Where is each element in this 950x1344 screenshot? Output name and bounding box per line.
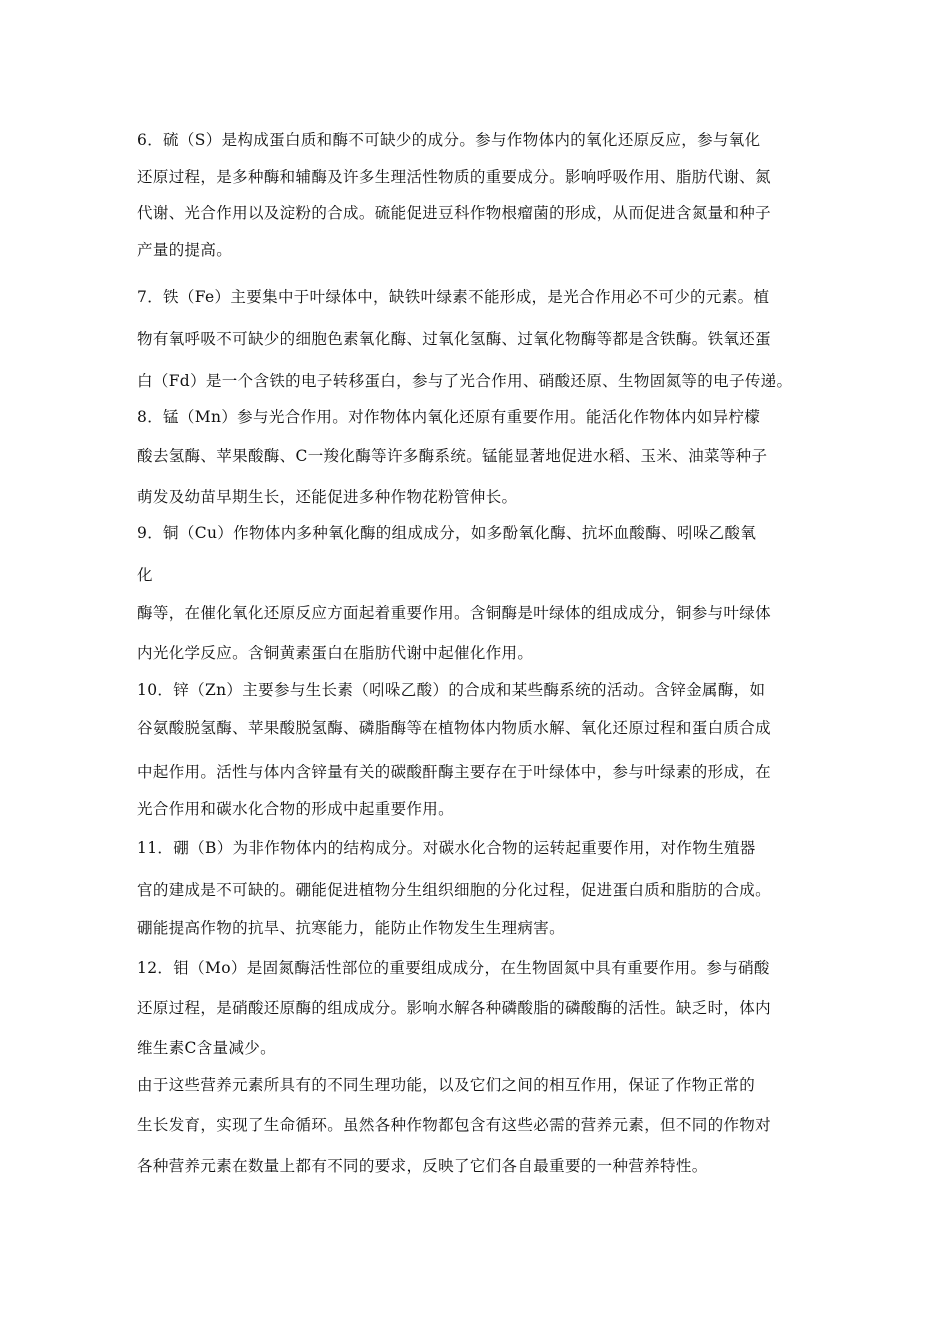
text-line: 中起作用。活性与体内含锌量有关的碳酸酐酶主要存在于叶绿体中，参与叶绿素的形成，在 (137, 763, 772, 781)
text-line: 还原过程，是多种酶和辅酶及许多生理活性物质的重要成分。影响呼吸作用、脂肪代谢、氮 (137, 168, 772, 186)
text-line: 11．硼（B）为非作物体内的结构成分。对碳水化合物的运转起重要作用，对作物生殖器 (137, 839, 756, 857)
text-line: 光合作用和碳水化合物的形成中起重要作用。 (137, 800, 455, 818)
text-line: 9．铜（Cu）作物体内多种氧化酶的组成成分，如多酚氧化酶、抗坏血酸酶、吲哚乙酸氧 (137, 524, 757, 542)
text-line: 白（Fd）是一个含铁的电子转移蛋白，参与了光合作用、硝酸还原、生物固氮等的电子传递。 (137, 372, 793, 390)
text-line: 6．硫（S）是构成蛋白质和酶不可缺少的成分。参与作物体内的氧化还原反应，参与氧化 (137, 131, 761, 149)
text-line: 8．锰（Mn）参与光合作用。对作物体内氧化还原有重要作用。能活化作物体内如异柠檬 (137, 408, 761, 426)
text-line: 还原过程，是硝酸还原酶的组成成分。影响水解各种磷酸脂的磷酸酶的活性。缺乏时，体内 (137, 999, 772, 1017)
text-line: 各种营养元素在数量上都有不同的要求，反映了它们各自最重要的一种营养特性。 (137, 1157, 708, 1175)
text-line: 硼能提高作物的抗旱、抗寒能力，能防止作物发生生理病害。 (137, 919, 565, 937)
text-line: 12．钼（Mo）是固氮酶活性部位的重要组成成分，在生物固氮中具有重要作用。参与硝酸 (137, 959, 770, 977)
text-line: 由于这些营养元素所具有的不同生理功能，以及它们之间的相互作用，保证了作物正常的 (137, 1076, 756, 1094)
text-line: 物有氧呼吸不可缺少的细胞色素氧化酶、过氧化氢酶、过氧化物酶等都是含铁酶。铁氧还蛋 (137, 330, 772, 348)
text-line: 7．铁（Fe）主要集中于叶绿体中，缺铁叶绿素不能形成，是光合作用必不可少的元素。植 (137, 288, 770, 306)
text-line: 官的建成是不可缺的。硼能促进植物分生组织细胞的分化过程，促进蛋白质和脂肪的合成。 (137, 881, 772, 899)
text-line: 酶等，在催化氧化还原反应方面起着重要作用。含铜酶是叶绿体的组成成分，铜参与叶绿体 (137, 604, 772, 622)
text-line: 谷氨酸脱氢酶、苹果酸脱氢酶、磷脂酶等在植物体内物质水解、氧化还原过程和蛋白质合成 (137, 719, 772, 737)
text-line: 内光化学反应。含铜黄素蛋白在脂肪代谢中起催化作用。 (137, 644, 534, 662)
text-line: 维生素C含量减少。 (137, 1039, 277, 1057)
text-line: 萌发及幼苗早期生长，还能促进多种作物花粉管伸长。 (137, 488, 518, 506)
text-line: 10．锌（Zn）主要参与生长素（吲哚乙酸）的合成和某些酶系统的活动。含锌金属酶，如 (137, 681, 766, 699)
text-line: 代谢、光合作用以及淀粉的合成。硫能促进豆科作物根瘤菌的形成，从而促进含氮量和种子 (137, 204, 772, 222)
text-line: 产量的提高。 (137, 241, 233, 259)
text-line: 生长发育，实现了生命循环。虽然各种作物都包含有这些必需的营养元素，但不同的作物对 (137, 1116, 772, 1134)
text-line: 化 (137, 566, 153, 584)
text-line: 酸去氢酶、苹果酸酶、C一羧化酶等许多酶系统。锰能显著地促进水稻、玉米、油菜等种子 (137, 447, 768, 465)
